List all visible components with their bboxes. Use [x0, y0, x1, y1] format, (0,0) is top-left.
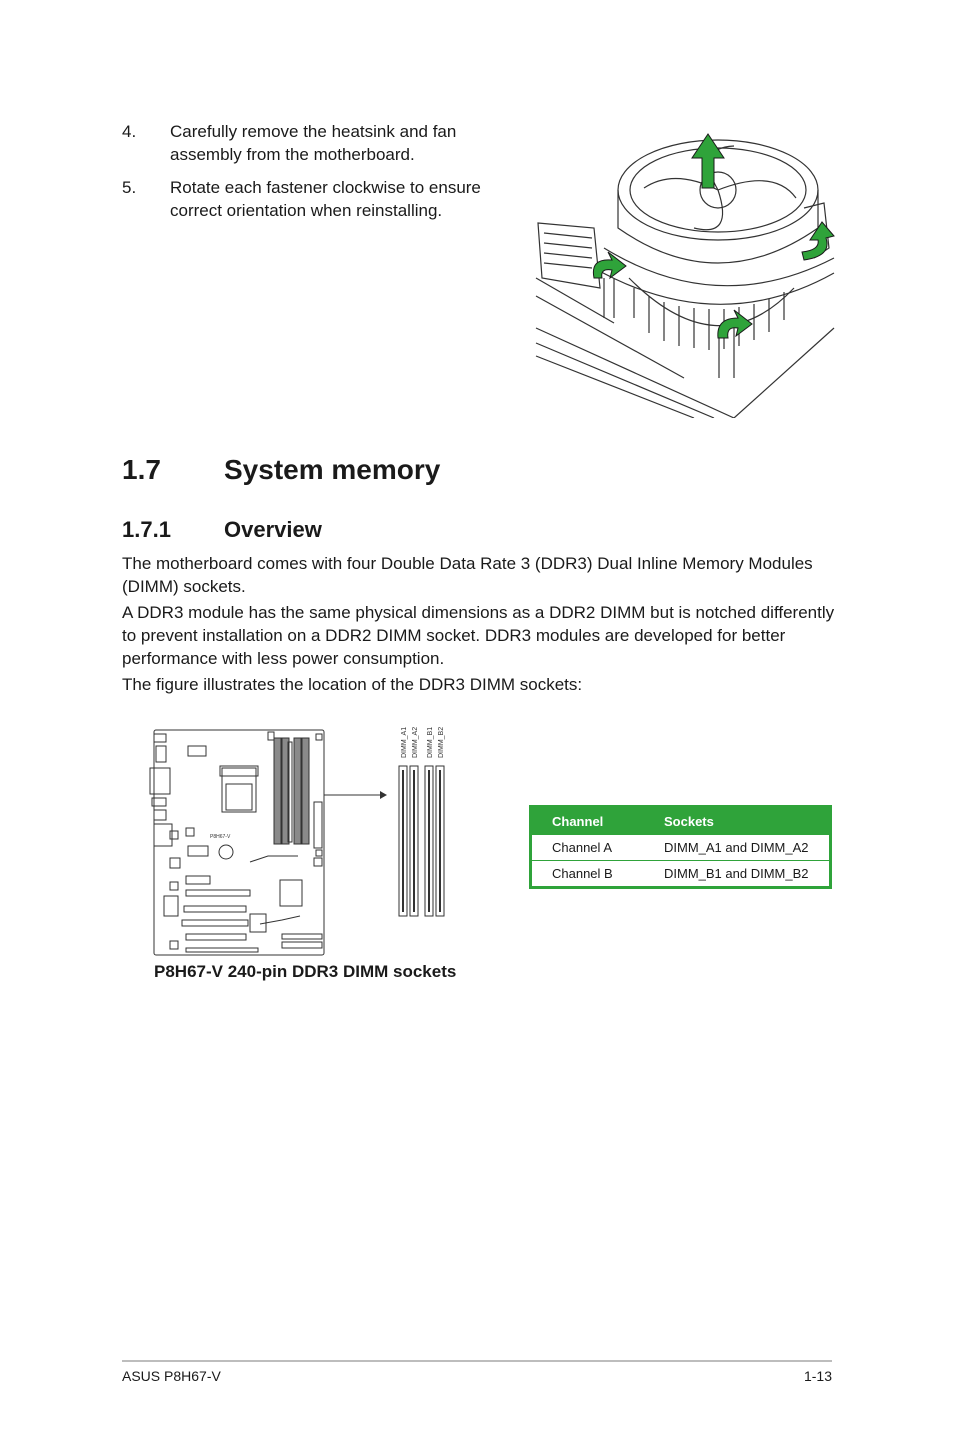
step-number: 5.: [122, 178, 137, 197]
step-item: [122, 120, 512, 166]
table-cell: Channel A: [531, 835, 645, 861]
heatsink-illustration: [534, 128, 840, 418]
slot-label-b2: DIMM_B2: [438, 726, 445, 758]
board-dimm-slot: [294, 738, 301, 844]
paragraph: The motherboard comes with four Double Data Rate 3 (DDR3) Dual Inline Memory Modules (DIMM) sockets.: [122, 554, 813, 596]
table-cell: DIMM_A1 and DIMM_A2: [644, 835, 831, 861]
slot-label-b1: DIMM_B1: [427, 726, 434, 758]
paragraph: The figure illustrates the location of the DDR3 DIMM sockets:: [122, 675, 583, 694]
channel-table: [529, 805, 832, 889]
subsection-heading: [122, 517, 322, 543]
table-cell: Channel B: [531, 861, 645, 888]
board-dimm-slot: [274, 738, 281, 844]
paragraph: A DDR3 module has the same physical dimensions as a DDR2 DIMM but is notched differently to prevent installation on a DDR2 DIMM socket. DDR3 modules are developed for better performance with less power consumption.: [122, 603, 835, 668]
footer-divider: [122, 1360, 832, 1362]
slot-label-a1: DIMM_A1: [401, 726, 408, 758]
figure-caption: P8H67-V 240-pin DDR3 DIMM sockets: [154, 962, 457, 981]
column-header-sockets: Sockets: [644, 807, 831, 835]
section-title: System memory: [224, 454, 441, 485]
section-heading: [122, 454, 440, 486]
subsection-title: Overview: [224, 517, 322, 542]
section-number: 1.7: [122, 454, 161, 485]
subsection-number: 1.7.1: [122, 517, 171, 542]
column-header-channel: Channel: [531, 807, 645, 835]
footer-product: ASUS P8H67-V: [122, 1368, 221, 1384]
board-dimm-slot: [302, 738, 309, 844]
footer-page-number: 1-13: [803, 1368, 832, 1384]
table-header-row: [531, 807, 831, 835]
motherboard-diagram: [130, 716, 470, 966]
table-cell: DIMM_B1 and DIMM_B2: [644, 861, 831, 888]
step-text: Rotate each fastener clockwise to ensure correct orientation when reinstalling.: [170, 178, 481, 220]
step-item: [122, 176, 512, 222]
table-row: [531, 861, 831, 888]
step-number: 4.: [122, 122, 137, 141]
table-row: [531, 835, 831, 861]
overview-body: [122, 552, 842, 699]
step-text: Carefully remove the heatsink and fan assembly from the motherboard.: [170, 122, 457, 164]
steps-list: [122, 120, 512, 232]
slot-label-a2: DIMM_A2: [412, 726, 419, 758]
cpu-socket: [222, 768, 256, 812]
board-model-label: P8H67-V: [210, 834, 231, 840]
